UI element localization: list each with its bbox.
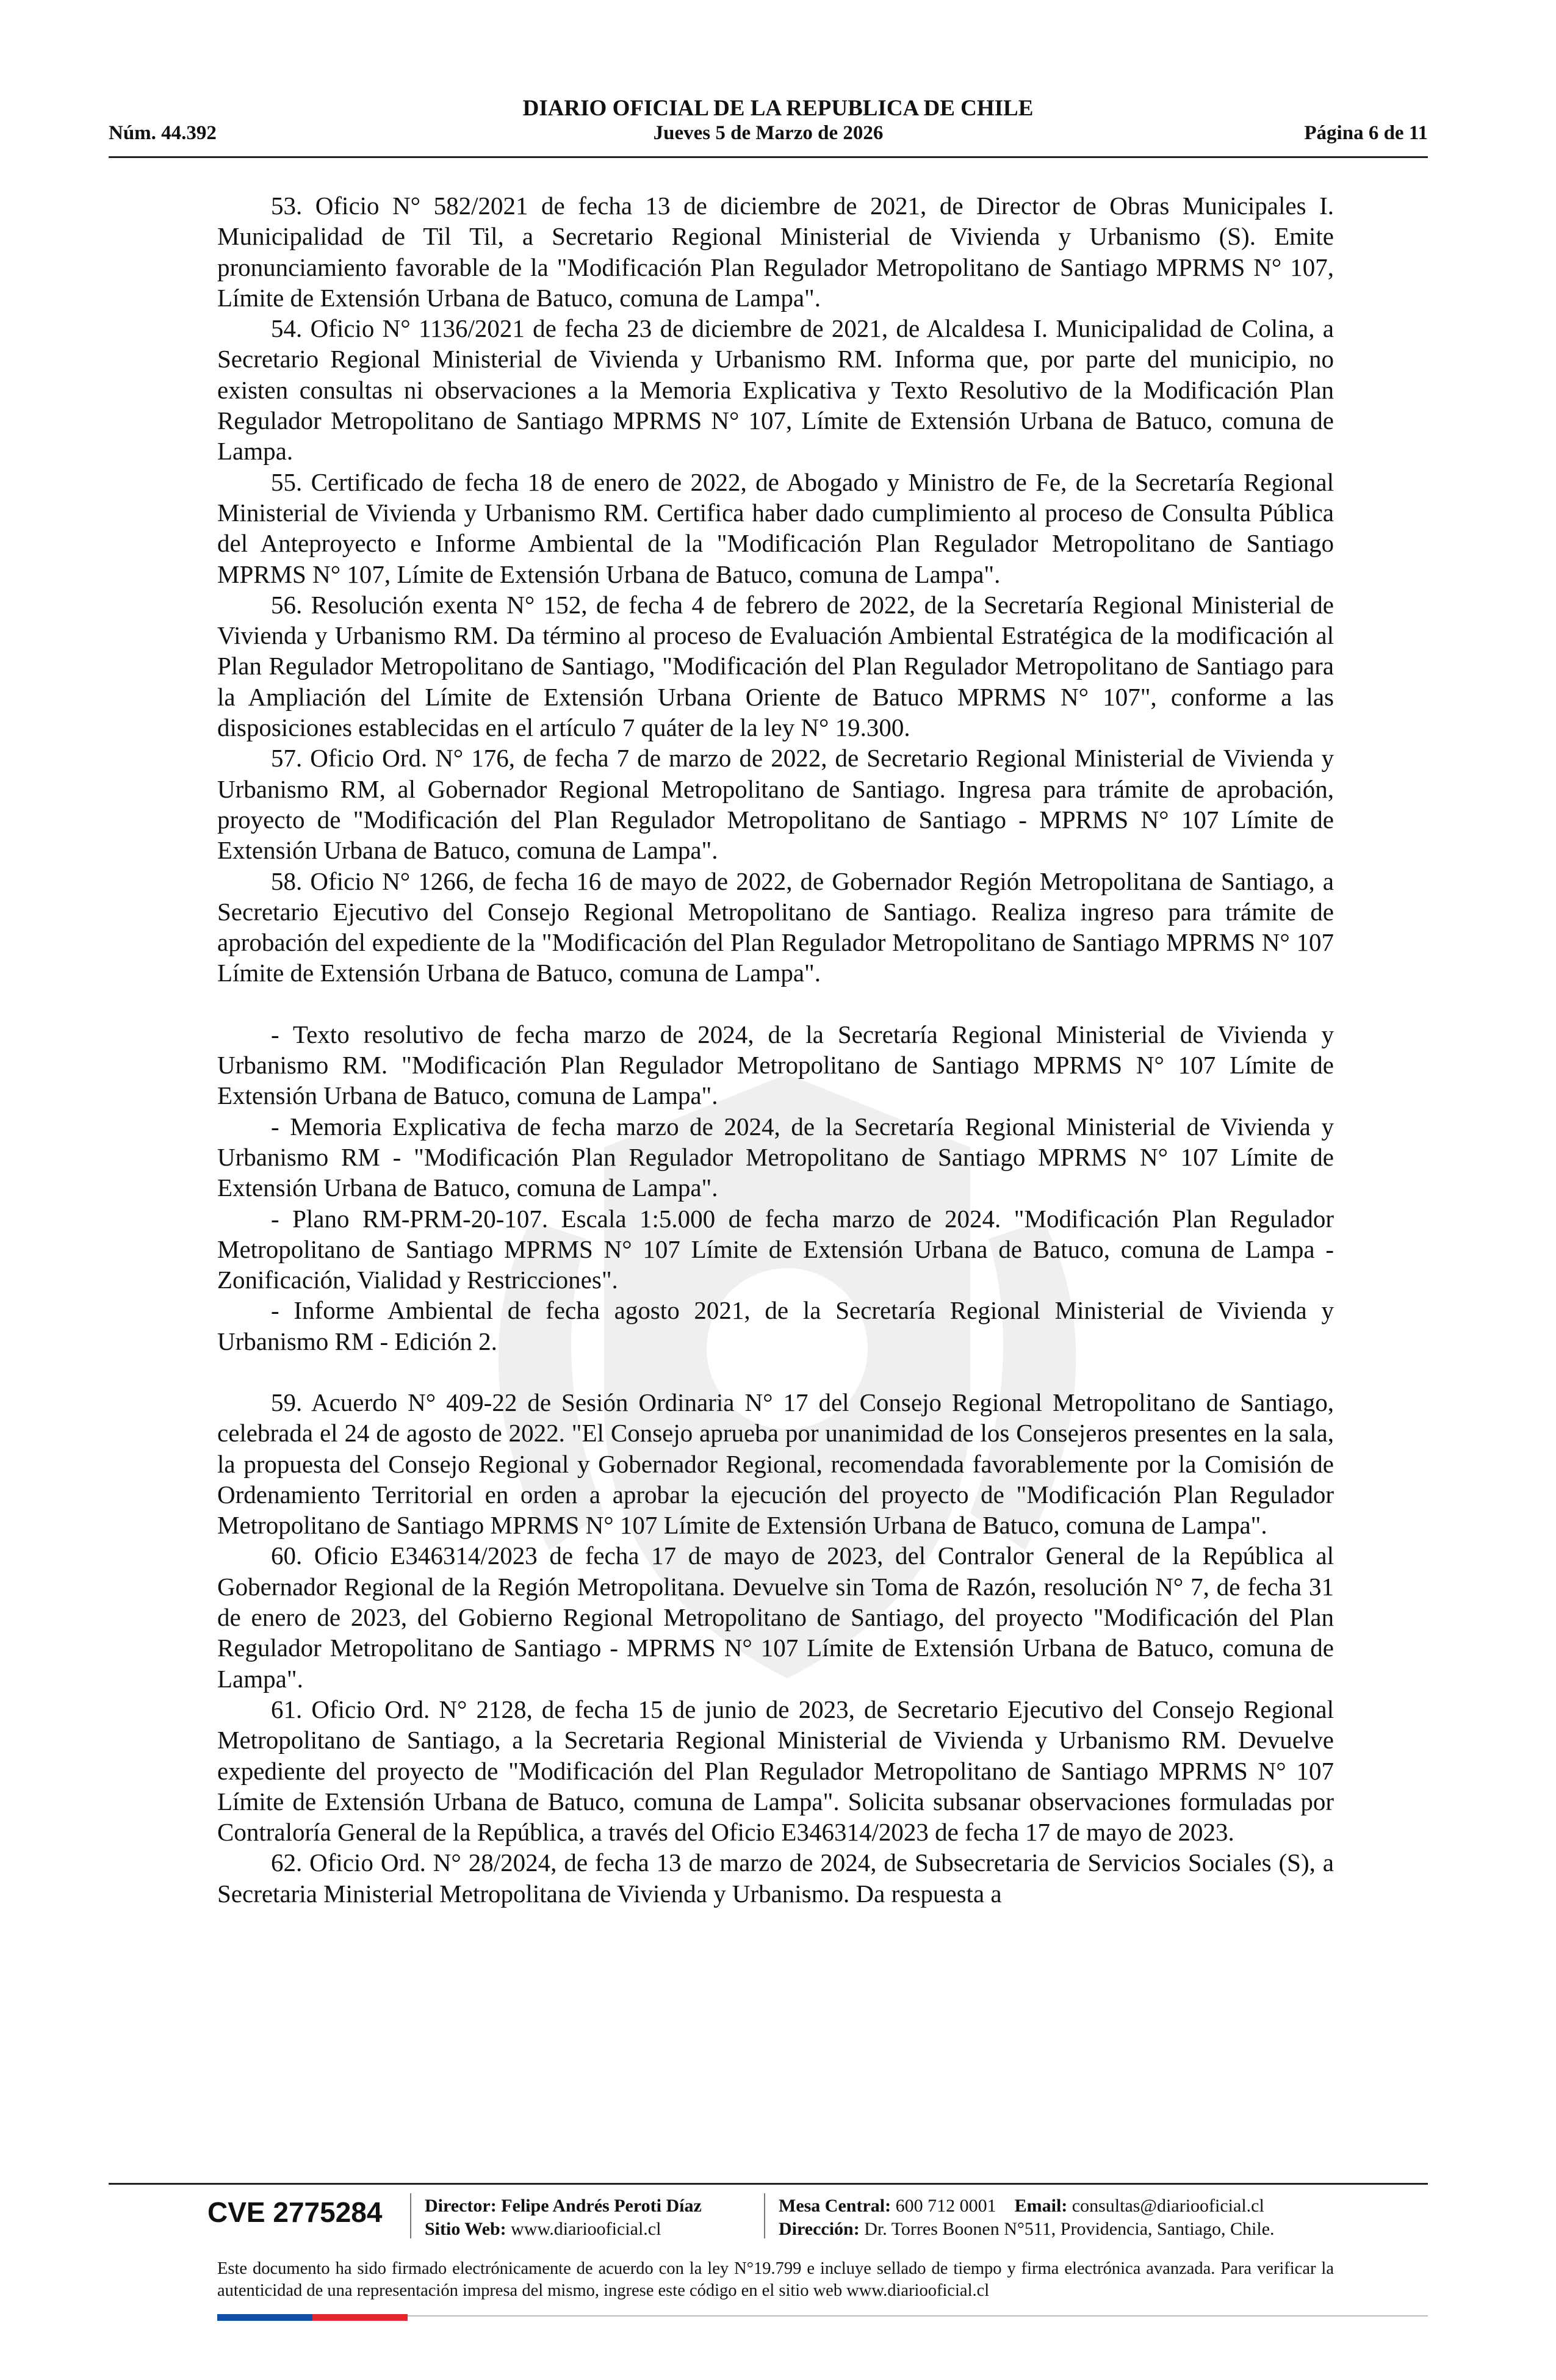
paragraph: 54. Oficio N° 1136/2021 de fecha 23 de diciembre de 2021, de Alcaldesa I. Municipalidad de Colina, a Secretario Regional Ministerial de Vivienda y Urbanismo RM. Informa que, por parte del municipio, no existen consultas ni observaciones a la Memoria Explicativa y Texto Resolutivo de la Modificación Plan Regulador Metropolitano de Santiago MPRMS N° 107, Límite de Extensión Urbana de Batuco, comuna de Lampa. (217, 314, 1334, 466)
paragraph: 56. Resolución exenta N° 152, de fecha 4 de febrero de 2022, de la Secretaría Regional Ministerial de Vivienda y Urbanismo RM. Da término al proceso de Evaluación Ambiental Estratégica de la modificación al Plan Regulador Metropolitano de Santiago, "Modificación del Plan Regulador Metropolitano de Santiago para la Ampliación del Límite de Extensión Urbana Oriente de Batuco MPRMS N° 107", conforme a las disposiciones establecidas en el artículo 7 quáter de la ley N° 19.300. (217, 590, 1334, 742)
flag-blue (217, 2314, 312, 2321)
issue-date: Jueves 5 de Marzo de 2026 (653, 122, 884, 144)
document-body (217, 190, 1334, 1909)
director-label: Director: (425, 2196, 497, 2216)
paragraph: 58. Oficio N° 1266, de fecha 16 de mayo de 2022, de Gobernador Región Metropolitana de Santiago, a Secretario Ejecutivo del Consejo Regional Metropolitano de Santiago. Realiza ingreso para trámite de aprobación del expediente de la "Modificación del Plan Regulador Metropolitano de Santiago MPRMS N° 107 Límite de Extensión Urbana de Batuco, comuna de Lampa". (217, 867, 1334, 987)
attachment-item: - Plano RM-PRM-20-107. Escala 1:5.000 de fecha marzo de 2024. "Modificación Plan Regulador Metropolitano de Santiago MPRMS N° 107 Límite de Extensión Urbana de Batuco, comuna de Lampa - Zonificación, Vialidad y Restricciones". (217, 1204, 1334, 1294)
flag-red (312, 2314, 408, 2321)
email-link[interactable]: consultas@diariooficial.cl (1072, 2196, 1264, 2216)
paragraph: 60. Oficio E346314/2023 de fecha 17 de mayo de 2023, del Contralor General de la República al Gobernador Regional de la Región Metropolitana. Devuelve sin Toma de Razón, resolución N° 7, de fecha 31 de enero de 2023, del Gobierno Regional Metropolitano de Santiago, del proyecto "Modificación del Plan Regulador Metropolitano de Santiago - MPRMS N° 107 Límite de Extensión Urbana de Batuco, comuna de Lampa". (217, 1542, 1334, 1693)
footer-separator (410, 2193, 411, 2238)
address-value: Dr. Torres Boonen N°511, Providencia, Santiago, Chile. (864, 2219, 1275, 2239)
header-row (109, 122, 1428, 149)
spacer (217, 989, 1334, 1019)
paragraph: 55. Certificado de fecha 18 de enero de 2022, de Abogado y Ministro de Fe, de la Secretaría Regional Ministerial de Vivienda y Urbanismo RM. Certifica haber dado cumplimiento al proceso de Consulta Pública del Anteproyecto e Informe Ambiental de la "Modificación Plan Regulador Metropolitano de Santiago MPRMS N° 107, Límite de Extensión Urbana de Batuco, comuna de Lampa". (217, 467, 1334, 588)
web-link[interactable]: www.diariooficial.cl (511, 2219, 661, 2239)
attachment-item: - Texto resolutivo de fecha marzo de 2024, de la Secretaría Regional Ministerial de Vivienda y Urbanismo RM. "Modificación Plan Regulador Metropolitano de Santiago MPRMS N° 107 Límite de Extensión Urbana de Batuco, comuna de Lampa". (217, 1020, 1334, 1110)
paragraph: 62. Oficio Ord. N° 28/2024, de fecha 13 de marzo de 2024, de Subsecretaria de Servicios Sociales (S), a Secretaria Ministerial Metropolitana de Vivienda y Urbanismo. Da respuesta a (217, 1848, 1334, 1908)
cve-code: CVE 2775284 (207, 2196, 383, 2228)
footer-divider (109, 2183, 1428, 2185)
paragraph: 57. Oficio Ord. N° 176, de fecha 7 de marzo de 2022, de Secretario Regional Ministerial de Vivienda y Urbanismo RM, al Gobernador Regional Metropolitano de Santiago. Ingresa para trámite de aprobación, proyecto de "Modificación del Plan Regulador Metropolitano de Santiago - MPRMS N° 107 Límite de Extensión Urbana de Batuco, comuna de Lampa". (217, 744, 1334, 865)
footer-director-block (425, 2194, 702, 2241)
web-label: Sitio Web: (425, 2219, 506, 2239)
footer-separator (764, 2193, 765, 2238)
issue-number: Núm. 44.392 (109, 122, 217, 144)
director-name: Felipe Andrés Peroti Díaz (501, 2196, 702, 2216)
spacer (217, 1357, 1334, 1387)
email-label: Email: (1014, 2196, 1068, 2216)
attachment-item: - Informe Ambiental de fecha agosto 2021, de la Secretaría Regional Ministerial de Vivienda y Urbanismo RM - Edición 2. (217, 1296, 1334, 1355)
mesa-phone: 600 712 0001 (895, 2196, 996, 2216)
header-divider (109, 156, 1428, 158)
footer-contact-block (779, 2194, 1275, 2241)
paragraph: 61. Oficio Ord. N° 2128, de fecha 15 de junio de 2023, de Secretario Ejecutivo del Consejo Regional Metropolitano de Santiago, a la Secretaria Regional Ministerial de Vivienda y Urbanismo RM. Devuelve expediente del proyecto de "Modificación del Plan Regulador Metropolitano de Santiago MPRMS N° 107 Límite de Extensión Urbana de Batuco, comuna de Lampa". Solicita subsanar observaciones formuladas por Contraloría General de la República, a través del Oficio E346314/2023 de fecha 17 de mayo de 2023. (217, 1695, 1334, 1847)
mesa-label: Mesa Central: (779, 2196, 891, 2216)
paragraph: 53. Oficio N° 582/2021 de fecha 13 de diciembre de 2021, de Director de Obras Municipales I. Municipalidad de Til Til, a Secretario Regional Ministerial de Vivienda y Urbanismo (S). Emite pronunciamiento favorable de la "Modificación Plan Regulador Metropolitano de Santiago MPRMS N° 107, Límite de Extensión Urbana de Batuco, comuna de Lampa". (217, 192, 1334, 312)
signature-note: Este documento ha sido firmado electrónicamente de acuerdo con la ley N°19.799 e incluye sellado de tiempo y firma electrónica avanzada. Para verificar la autenticidad de una representación impresa del mismo, ingrese este código en el sitio web www.diariooficial.cl (217, 2259, 1334, 2300)
footer-bottom-rule (408, 2315, 1428, 2317)
newspaper-title: DIARIO OFICIAL DE LA REPUBLICA DE CHILE (522, 96, 1034, 121)
page-number: Página 6 de 11 (1304, 122, 1428, 144)
flag-stripe (217, 2313, 408, 2320)
paragraph: 59. Acuerdo N° 409-22 de Sesión Ordinaria N° 17 del Consejo Regional Metropolitano de Santiago, celebrada el 24 de agosto de 2022. "El Consejo aprueba por unanimidad de los Consejeros presentes en la sala, la propuesta del Consejo Regional y Gobernador Regional, recomendada favorablemente por la Comisión de Ordenamiento Territorial en orden a aprobar la ejecución del proyecto de "Modificación Plan Regulador Metropolitano de Santiago MPRMS N° 107 Límite de Extensión Urbana de Batuco, comuna de Lampa". (217, 1388, 1334, 1540)
address-label: Dirección: (779, 2219, 860, 2239)
attachment-item: - Memoria Explicativa de fecha marzo de 2024, de la Secretaría Regional Ministerial de Vivienda y Urbanismo RM - "Modificación Plan Regulador Metropolitano de Santiago MPRMS N° 107 Límite de Extensión Urbana de Batuco, comuna de Lampa". (217, 1112, 1334, 1202)
